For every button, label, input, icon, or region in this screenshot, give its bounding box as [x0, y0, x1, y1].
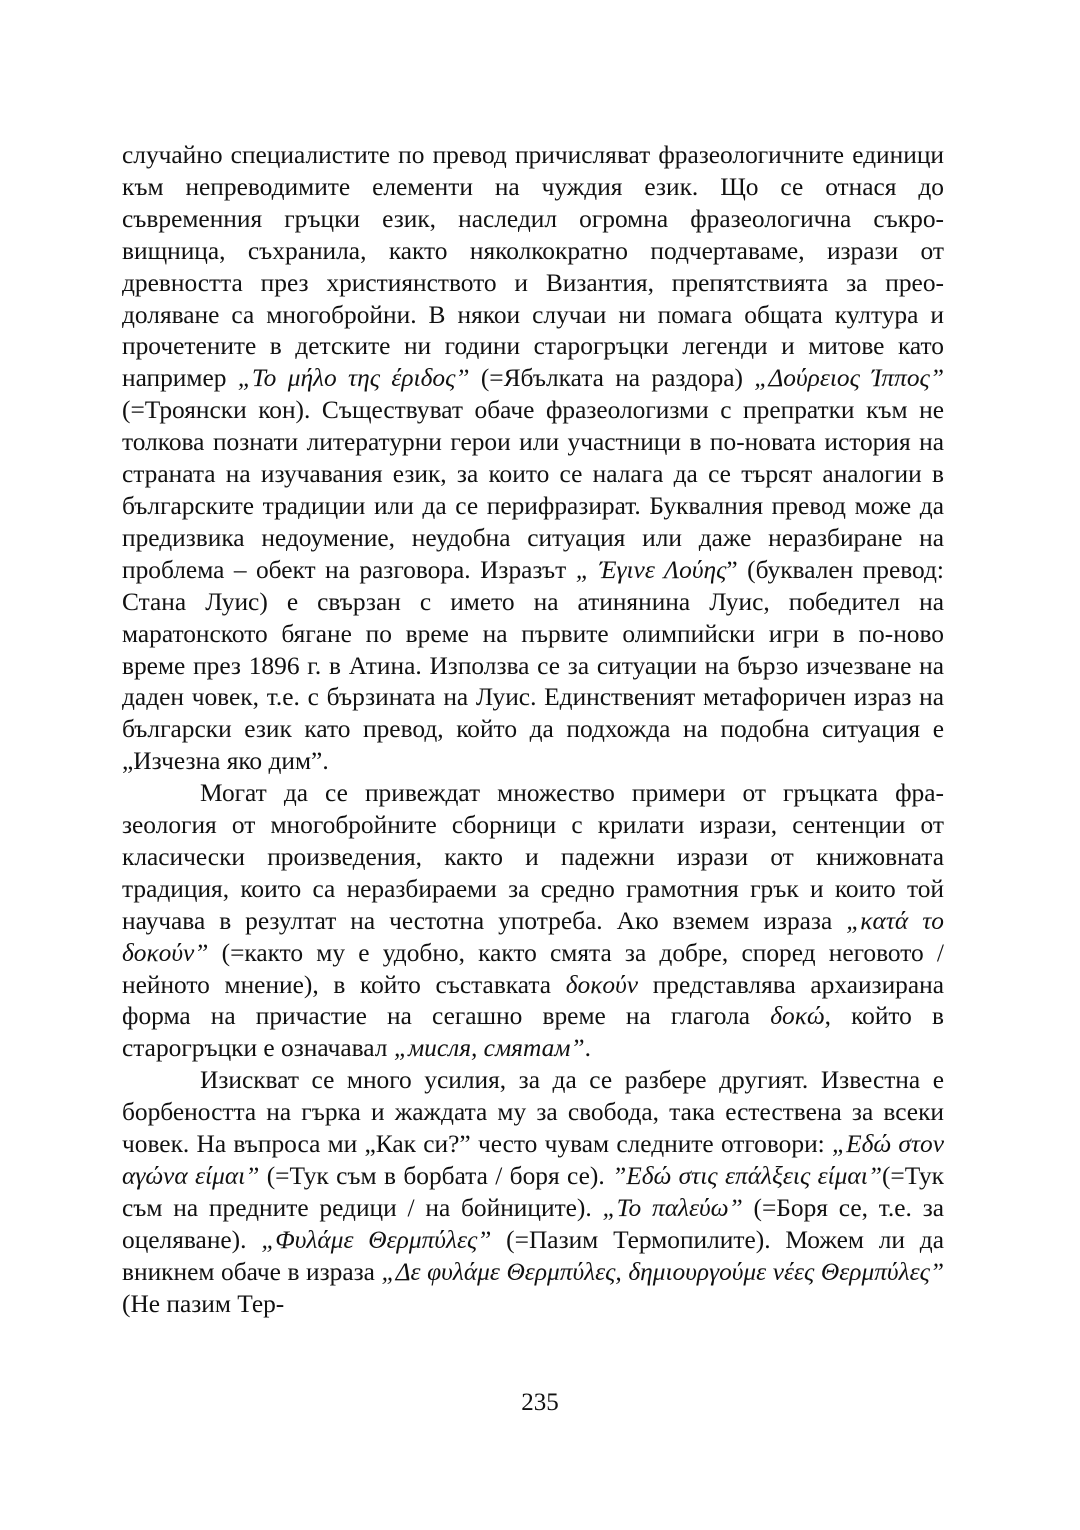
italic-phrase: „Το παλεύω”: [602, 1193, 743, 1222]
text-run: (=Боря се, т.е. за оцеляване).: [122, 1193, 944, 1254]
italic-phrase: „Δε φυλάμε Θερμπύλες, δημιουργούμε νέες Θερμπύλες”: [381, 1257, 944, 1286]
paragraph: [122, 140, 944, 778]
text-run: (=Троянски кон). Съществуват обаче фразеологизми с препратки към не толкова познати литературни герои или участници в по-новата история на страната на изучавания език, за които се налага да се търсят аналогии в българските традиции или да се перифразират. Буквалния превод може да предизвика недоумение, неудобна ситуация или даже неразбиране на проблема – обект на разговора. Изразът: [122, 396, 944, 584]
text-run: (=Пазим Термопилите). Можем ли да вникнем обаче в израза: [122, 1225, 944, 1286]
italic-phrase: „κατά το δοκούν”: [122, 906, 944, 967]
italic-phrase: „Φυλάμε Θερμπύλες”: [261, 1225, 492, 1254]
paragraph: [122, 1065, 944, 1320]
text-run: (=Тук съм на предните редици / на бойниците).: [122, 1162, 944, 1222]
text-run: представлява архаизирана форма на причастие на сегашно време на глагола: [122, 970, 945, 1031]
italic-phrase: „Το μήλο της έριδος”: [237, 364, 470, 393]
italic-phrase: „ Έγινε Λούης: [575, 555, 727, 584]
text-run: .: [584, 1034, 591, 1063]
text-run: ” (буквален превод: Стана Луис) е свързан с името на атинянина Луис, победител на маратонското бягане по време на първите олимпийски игри в по-ново време през 1896 г. в Атина. Използва се за ситуации на бързо изчезване на даден човек, т.е. с бързината на Луис. Единственият метафоричен израз на български език като превод, който да подхожда на подобна ситуация е „Изчезна яко дим”.: [122, 555, 944, 776]
text-run: случайно специалистите по превод причисляват фразеологичните единици към непреводимите елементи на чуждия език. Що се отнася до съвременния гръцки език, наследил огромна фразеологична съкровищница, съхранила, както няколкократно подчертаваме, изрази от древността през християнството и Византия, препятствията за преодоляване са многобройни. В някои случаи ни помага общата култура и прочетените в детските ни години старогръцки легенди и митове като например: [122, 141, 944, 393]
text-run: , който в старогръцки е означавал: [122, 1002, 944, 1063]
text-run: (=Ябълката на раздора): [469, 364, 755, 393]
page-number: 235: [521, 1389, 559, 1416]
italic-phrase: „мисля, смятам”: [393, 1034, 585, 1063]
text-run: Изискват се много усилия, за да се разбере другият. Известна е борбеността на гърка и жаждата му за свобода, така естествена за всеки човек. На въпроса ми „Как си?” често чувам следните отговори:: [122, 1066, 944, 1159]
text-run: (=както му е удобно, както смята за добре, според неговото / нейното мнение), в който съставката: [122, 938, 944, 999]
italic-phrase: „Δούρειος Ίππος”: [754, 364, 944, 393]
text-run: (Не пазим Тер-: [122, 1289, 285, 1318]
italic-phrase: δοκούν: [565, 970, 639, 999]
body-text: [122, 140, 944, 1321]
text-run: (=Тук съм в борбата / боря се).: [259, 1162, 613, 1190]
italic-phrase: δοκώ: [770, 1002, 825, 1031]
italic-phrase: „Εδώ στον αγώνα είμαι”: [122, 1130, 944, 1190]
text-run: Могат да се привеждат множество примери от гръцката фразеология от многобройните сборници с крилати изрази, сентенции от класически произведения, както и падежни изрази от книжовната традиция, които са неразбираеми за средно грамотния грък и които той научава в резултат на честотна употреба. Ако вземем израза: [122, 779, 944, 935]
italic-phrase: ”Εδώ στις επάλξεις είμαι”: [612, 1162, 882, 1190]
paragraph: [122, 778, 944, 1065]
